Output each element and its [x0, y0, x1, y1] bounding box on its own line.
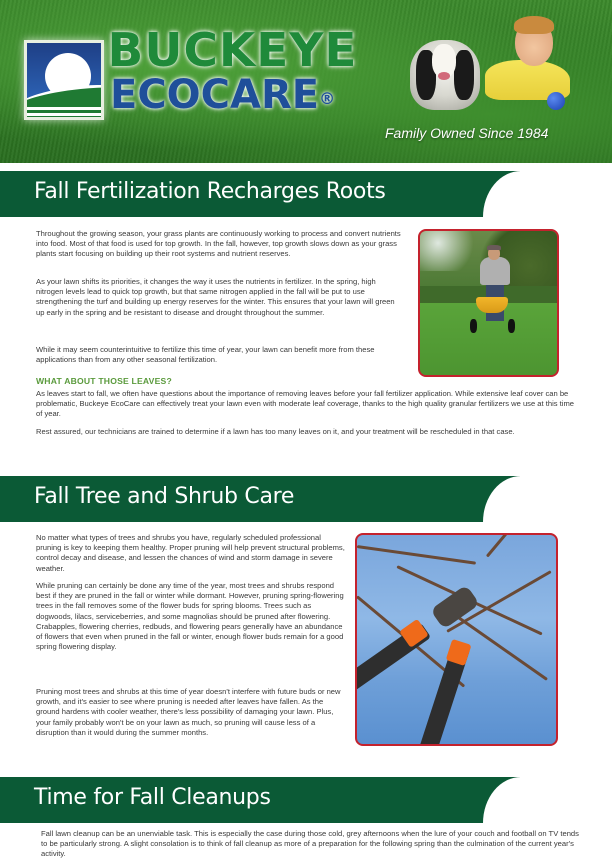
paragraph: Throughout the growing season, your grass plants are continuously working to process and convert nutrients into food. Most of that food is used for top growth. In the fall, however, top growth slows down as your grass plants start focusing on building up their root systems and nutrient reserves. [36, 229, 401, 259]
dog-tongue [438, 72, 450, 80]
paragraph: While it may seem counterintuitive to fertilize this time of year, your lawn can benefit more from these applications than from any other seasonal fertilization. [36, 345, 375, 365]
logo-mark-icon [24, 40, 104, 120]
tagline: Family Owned Since 1984 [385, 125, 549, 141]
brand-wordmark [107, 23, 358, 118]
toy-ball [547, 92, 565, 110]
man-cap [487, 245, 501, 250]
subheading-leaves: WHAT ABOUT THOSE LEAVES? [36, 376, 172, 386]
paragraph: No matter what types of trees and shrubs you have, regularly scheduled professional pruning is key to keeping them healthy. Proper pruning will help prevent structural problems, control decay and disease, and lessen the chances of wind and storm damage in severe weather. [36, 533, 345, 573]
paragraph: Rest assured, our technicians are trained to determine if a lawn has too many leaves on it, and your treatment will be rescheduled in that case. [36, 427, 515, 436]
section-banner-tree-shrub [0, 476, 520, 522]
section-banner-cleanups [0, 777, 520, 823]
section-title: Time for Fall Cleanups [34, 785, 271, 810]
boy-hair [514, 16, 554, 34]
hero-photo-boy-and-dog [390, 10, 590, 120]
wheel [470, 319, 477, 333]
section-banner-fertilization [0, 171, 520, 217]
paragraph: As leaves start to fall, we often have questions about the importance of removing leaves before your fall fertilizer application. While extensive leaf cover can be problematic, Buckeye EcoCare can effectively treat your lawn even with moderate leaf coverage, thanks to the high quality granular fertilizers we use at this time of year. [36, 389, 575, 419]
brand-line-buckeye: BUCKEYE [107, 23, 358, 77]
brand-line-ecocare-text: ECOCARE [110, 72, 320, 118]
wheel [508, 319, 515, 333]
logo-stripe [27, 113, 104, 116]
paragraph: While pruning can certainly be done any time of the year, most trees and shrubs respond best if they are pruned in the fall or winter while dormant. However, pruning spring-flowering trees in the fall removes some of the flower buds for spring blooms. Trees such as dogwoods, lilacs, serviceberries, and some magnolias should be pruned after flowering. Crabapples, flowering cherries, redbuds, and flowering pears generally have an abundance of flowers that even when pruned in the fall or winter, enough flower buds remain for a good spring flowering display. [36, 581, 344, 652]
branch [357, 545, 476, 565]
logo-stripe [27, 107, 104, 110]
photo-fertilizer-spreader [418, 229, 559, 377]
section-title: Fall Fertilization Recharges Roots [34, 179, 386, 204]
photo-pruning-loppers [355, 533, 558, 746]
sky [420, 231, 480, 271]
branch [486, 533, 540, 557]
man-body [480, 257, 510, 285]
paragraph: Fall lawn cleanup can be an unenviable task. This is especially the case during those cold, grey afternoons when the lure of your couch and football on TV tends to be particularly strong. A slight consolation is to think of fall cleanup as more of a preparation for the following spring than the culmination of the current year's activity. [41, 829, 579, 859]
section-title: Fall Tree and Shrub Care [34, 484, 295, 509]
header-banner [0, 0, 612, 163]
paragraph: As your lawn shifts its priorities, it changes the way it uses the nutrients in fertilizer. In the spring, high nitrogen levels lead to quick top growth, but that same nitrogen applied in the fall will be put to use strengthening the turf and building up energy reserves for the winter. This ensures that your lawn will green up early in the spring and be resistant to disease and drought throughout the summer. [36, 277, 395, 317]
brand-line-ecocare [110, 74, 355, 116]
lopper-blade [430, 585, 480, 630]
registered-mark: ® [319, 89, 336, 108]
spreader [476, 297, 508, 313]
paragraph: Pruning most trees and shrubs at this time of year doesn't interfere with future buds or new growth, and it's easier to see where pruning is needed after leaves have fallen. As the ground hardens with cooler weather, there's less possibility of damaging your lawn. Plus, your family probably won't be on your lawn as much, so pruning will cause less of a disruption than it would during the summer months. [36, 687, 341, 737]
dog-ear [454, 50, 474, 100]
